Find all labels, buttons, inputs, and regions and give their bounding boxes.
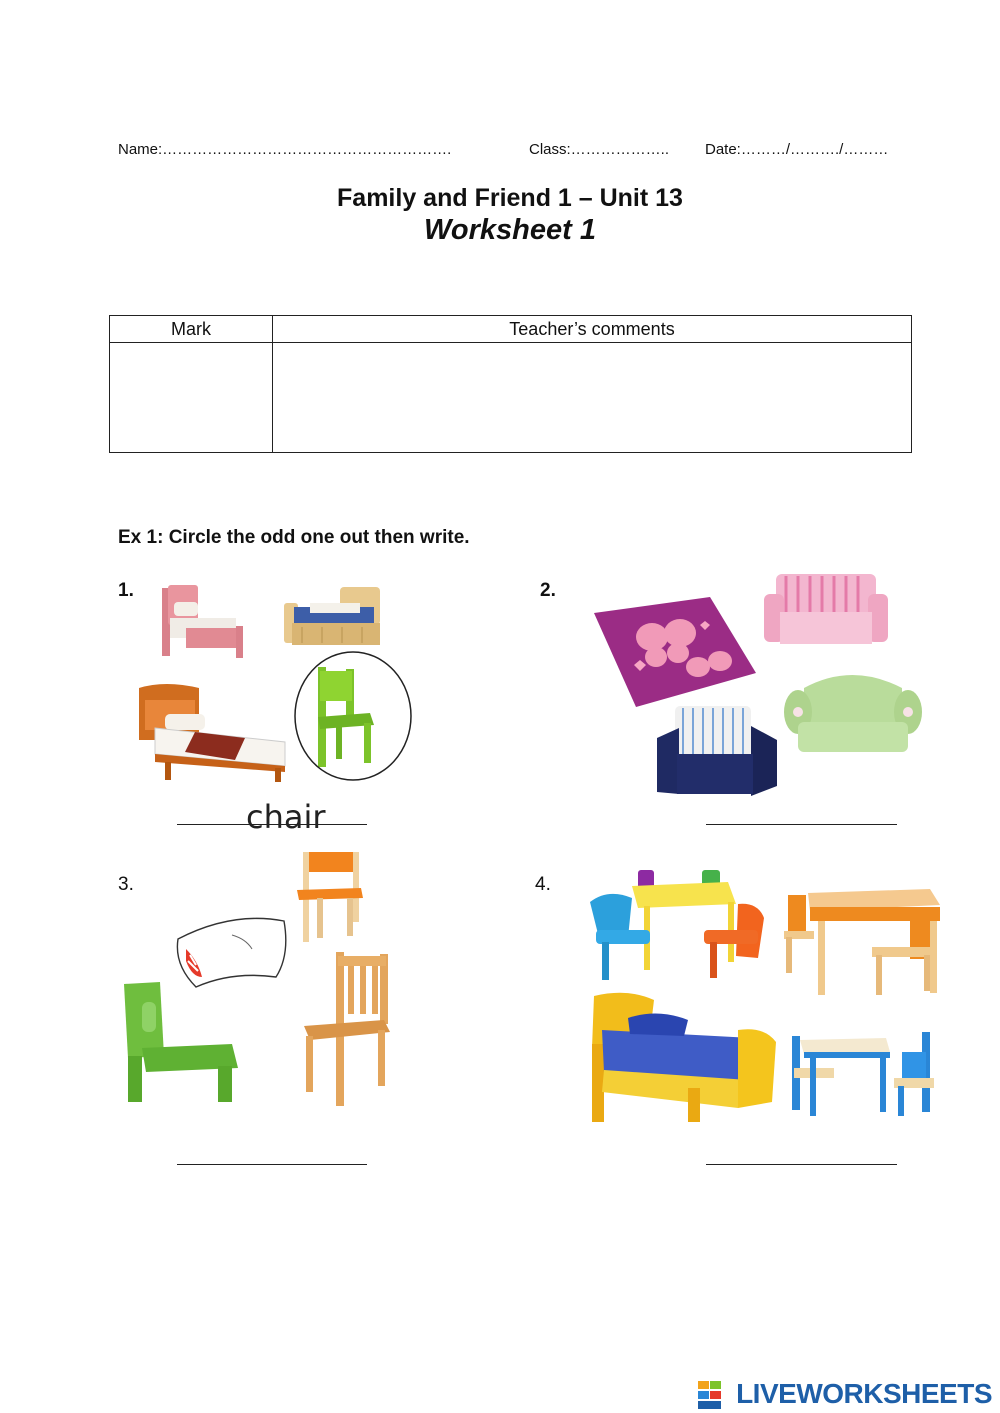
answer-line-3[interactable] [177,1164,367,1165]
green-modern-chair-image [120,978,240,1106]
class-field: Class:……………….. [529,141,670,158]
pink-bed-image [160,580,245,660]
page-title: Family and Friend 1 – Unit 13 [337,184,683,212]
table-set-orange-image [780,885,950,1000]
name-field: Name:…………………………………………………. [118,141,452,158]
wooden-chair-image [300,950,395,1108]
date-field: Date:………/………./……… [705,141,889,158]
brown-bed-image [135,680,295,785]
answer-line-4[interactable] [706,1164,897,1165]
mark-table [109,315,912,453]
item-number-4: 4. [535,874,551,895]
mark-cell[interactable] [110,343,273,453]
answer-circle [292,650,414,784]
green-sofa-image [784,668,922,760]
table-set-blue-image [790,1030,950,1125]
exercise-instruction: Ex 1: Circle the odd one out then write. [118,527,470,548]
answer-line-2[interactable] [706,824,897,825]
wooden-bed-image [282,585,382,655]
liveworksheets-brand[interactable]: LIVEWORKSHEETS [736,1378,992,1409]
butterfly-rug-image [590,595,760,710]
orange-chair-image [295,848,365,946]
answer-text-1: chair [246,798,326,836]
yellow-bed-image [588,990,778,1125]
item-number-1: 1. [118,580,134,601]
item-number-2: 2. [540,580,556,601]
item-number-3: 3. [118,874,134,895]
table-set-yellow-image [588,868,768,983]
pink-sofa-image [762,572,890,652]
liveworksheets-logo-icon [698,1381,722,1409]
page-subtitle: Worksheet 1 [424,214,596,246]
mark-header: Mark [110,316,273,343]
comments-header: Teacher’s comments [273,316,912,343]
navy-sofa-image [655,704,780,796]
comments-cell[interactable] [273,343,912,453]
